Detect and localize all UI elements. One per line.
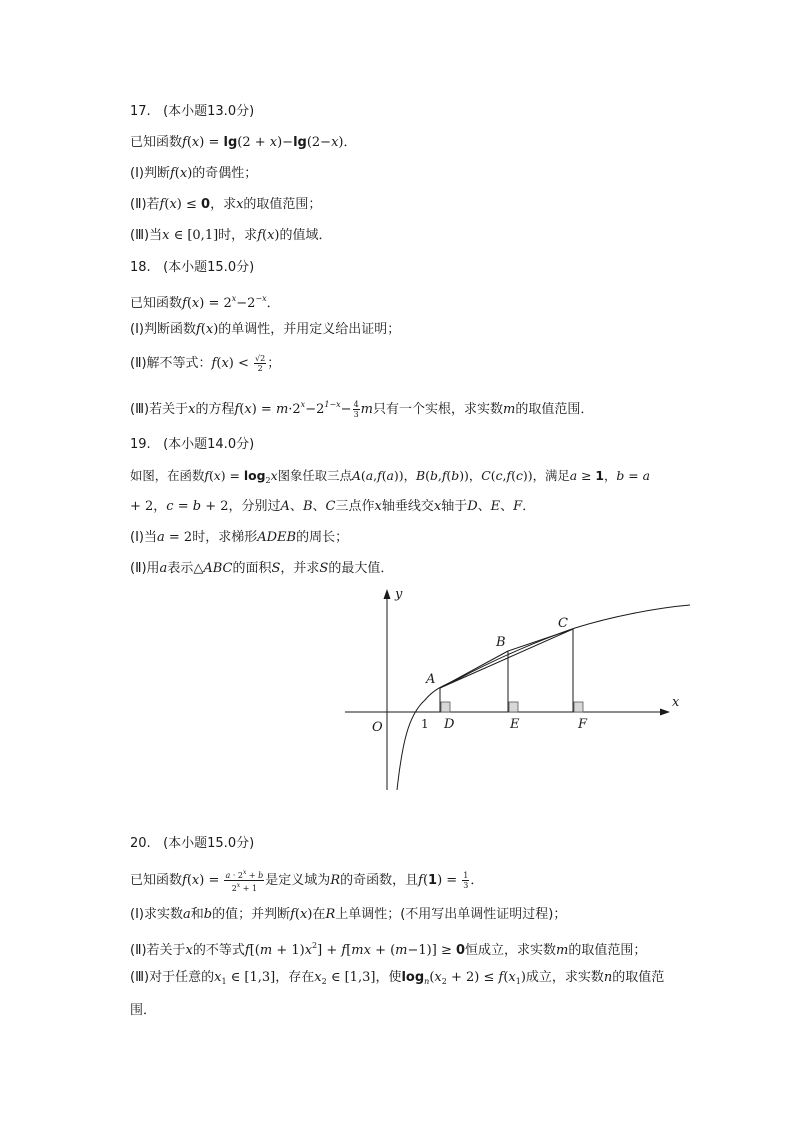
- problem-19-stem-line2: + 2，c = b + 2，分别过A、B、C三点作x轴垂线交x轴于D、E、F．: [130, 499, 536, 514]
- point-b-label: B: [496, 635, 506, 650]
- y-axis-label: y: [395, 587, 403, 602]
- problem-20-part-i: (Ⅰ)求实数a和b的值；并判断f(x)在R上单调性；(不用写出单调性证明过程)；: [130, 907, 567, 922]
- problem-19-part-ii: (Ⅱ)用a表示△ABC的面积S，并求S的最大值．: [130, 561, 394, 576]
- point-a-label: A: [426, 672, 436, 687]
- problem-17-stem: 已知函数f(x) = lg(2 + x)−lg(2−x)．: [130, 135, 357, 150]
- problem-17-part-iii: (Ⅲ)当x ∈ [0,1]时，求f(x)的值域．: [130, 228, 332, 243]
- problem-19-stem-line1: 如图，在函数$f(x) = \log_2x$图象任取三点A(a,f(a))，B(b,f(b))，C(c,f(c))，满足a ≥ 1，b = a: [130, 468, 650, 485]
- point-e-label: E: [510, 717, 520, 732]
- segment-ac: [440, 629, 573, 688]
- problem-18-part-iii: (Ⅲ)若关于x的方程$f(x) = m\cdot 2^x-2^{1-x}-$ $\frac{4}{3}$ m只有一个实根，求实数m的取值范围．: [130, 400, 594, 419]
- segment-ab: [440, 651, 508, 688]
- point-f-label: F: [578, 717, 588, 732]
- problem-20-stem: 已知函数f(x) = $\frac{a \cdot 2^x + b}{2^x + 1}$ 是定义域为R的奇函数，且f(1) = $\frac{1}{3}$ ．: [130, 869, 484, 893]
- segment-bc: [508, 629, 573, 651]
- log-curve: [397, 605, 690, 790]
- x-axis-arrow: [660, 709, 670, 716]
- right-angle-mark-d: [441, 702, 450, 712]
- y-axis-arrow: [384, 589, 391, 599]
- right-angle-mark-f: [574, 702, 583, 712]
- problem-20-header: 20. (本小题15.0分): [130, 836, 255, 851]
- origin-label: O: [372, 720, 383, 735]
- x-axis-label: x: [672, 695, 680, 710]
- right-angle-mark-e: [509, 702, 518, 712]
- problem-20-part-iii: (Ⅲ)对于任意的$x_1$ ∈ [1,3]，存在$x_2$ ∈ [1,3]，使$\log_n(x_2 + 2) \le f(x_1)$成立，求实数n的取值范: [130, 970, 665, 986]
- point-c-label: C: [558, 616, 568, 631]
- log-function-figure: [340, 585, 700, 795]
- problem-18-header: 18. (本小题15.0分): [130, 260, 255, 275]
- problem-19-header: 19. (本小题14.0分): [130, 437, 255, 452]
- point-d-label: D: [444, 717, 455, 732]
- tick-one-label: 1: [421, 717, 429, 731]
- problem-17-part-i: (Ⅰ)判断f(x)的奇偶性；: [130, 166, 258, 181]
- problem-18-part-ii: (Ⅱ)解不等式：f(x) < $\frac{√2}{2}$ ；: [130, 354, 281, 373]
- problem-18-part-i: (Ⅰ)判断函数f(x)的单调性，并用定义给出证明；: [130, 322, 401, 337]
- problem-18-stem: 已知函数$f(x) = 2^x-2^{-x}$．: [130, 294, 280, 311]
- problem-17-header: 17. (本小题13.0分): [130, 104, 255, 119]
- problem-20-part-ii: (Ⅱ)若关于x的不等式$f[(m + 1)x^2] + f[mx + (m-1)] \ge 0$恒成立，求实数m的取值范围；: [130, 941, 647, 958]
- problem-20-part-iii-wrap: 围．: [130, 1003, 157, 1018]
- problem-19-part-i: (Ⅰ)当a = 2时，求梯形ADEB的周长；: [130, 530, 349, 545]
- problem-17-part-ii: (Ⅱ)若f(x) ≤ 0，求x的取值范围；: [130, 197, 322, 212]
